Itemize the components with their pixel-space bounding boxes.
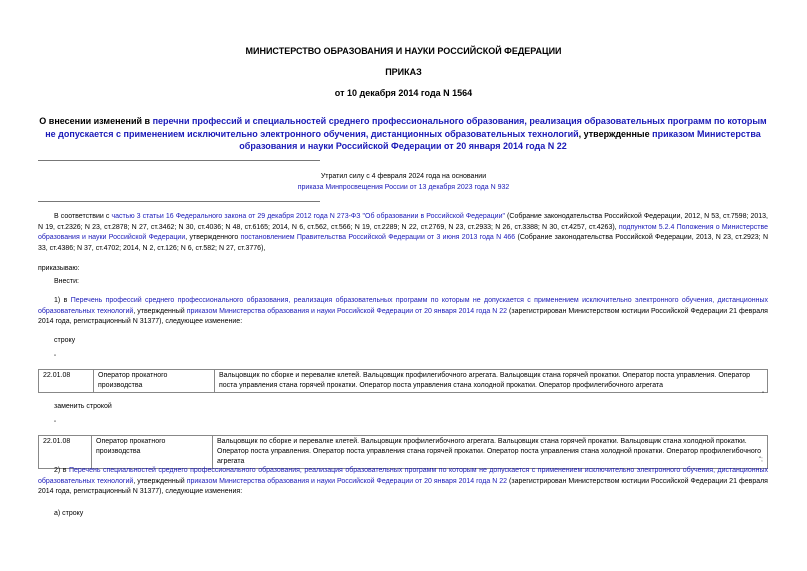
item-1-link-order[interactable]: приказом Министерства образования и науки Российской Федерации от 20 января 2014 года N 22 bbox=[186, 307, 508, 315]
new-desc-cell: Вальцовщик по сборке и перевалке клетей. Вальцовщик профилегибочного агрегата. Вальцовщик стана горячей прокатки. Вальцовщик стана холодной прокатки. Оператор поста управления. Оператор поста управления стана горячей прокатки. Оператор поста управления стана холодной прокатки. Оператор профилегибочного агрегата bbox=[213, 436, 768, 469]
status-note-text: Утратил силу с 4 февраля 2024 года на основании bbox=[320, 173, 487, 180]
preamble-text-3: , утвержденного bbox=[185, 234, 241, 241]
item-1-paragraph bbox=[38, 296, 768, 328]
page-title bbox=[38, 115, 768, 153]
order-word: приказываю: bbox=[38, 265, 80, 272]
new-name-cell: Оператор прокатного производства bbox=[92, 436, 213, 469]
title-link-order-22[interactable]: приказом Министерства образования и науки Российской Федерации от 20 января 2014 года N 22 bbox=[239, 128, 761, 151]
item-2-text-3: (зарегистрирован Министерством юстиции Российской Федерации 21 февраля 2014 года, регистрационный N 31377), следующие изменения: bbox=[38, 477, 768, 495]
row-word: строку bbox=[54, 337, 76, 344]
preamble-text-2: (Собрание законодательства Российской Федерации, 2012, N 53, ст.7598; 2013, N 19, ст.2326; N 23, ст.2878; N 27, ст.3462; N 30, ст.4036; N 48, ст.6165; 2014, N 6, ст.562, ст.566; N 19, ст.2289; N 22, ст.2769, N 23, ст.2933; N 26, ст.3388; N 30, ст.4257, ст.4263), bbox=[38, 213, 768, 231]
item-1-text-3: (зарегистрирован Министерством юстиции Российской Федерации 21 февраля 2014 года, регистрационный N 31377), следующее изменение: bbox=[38, 307, 768, 325]
preamble-link-resolution[interactable]: постановлением Правительства Российской Федерации от 3 июня 2013 года N 466 bbox=[240, 234, 516, 241]
preamble-paragraph bbox=[38, 212, 768, 254]
divider-top bbox=[38, 160, 320, 161]
item-2-text-2: , утвержденный bbox=[133, 477, 187, 485]
item-2-paragraph bbox=[38, 466, 768, 498]
doc-type-heading: ПРИКАЗ bbox=[385, 67, 422, 77]
date-number-heading: от 10 декабря 2014 года N 1564 bbox=[334, 88, 473, 98]
divider-bottom bbox=[38, 201, 320, 202]
item-1-text-1: 1) в bbox=[54, 297, 71, 304]
item-2-link-order[interactable]: приказом Министерства образования и науки Российской Федерации от 20 января 2014 года N 22 bbox=[186, 477, 508, 485]
sub-item-a: а) строку bbox=[54, 510, 84, 517]
preamble-link-regulation[interactable]: подпунктом 5.2.4 Положения о Министерстве образования и науки Российской Федерации bbox=[38, 223, 768, 241]
preamble-text-4: (Собрание законодательства Российской Федерации, 2013, N 23, ст.2923; N 33, ст.4386; N 37, ст.4702; 2014, N 2, ст.126; N 6, ст.582; N 27, ст.3776), bbox=[38, 234, 768, 252]
table-row bbox=[39, 370, 768, 393]
enact-word: Внести: bbox=[54, 278, 79, 285]
old-name-cell: Оператор прокатного производства bbox=[94, 370, 215, 393]
table-row bbox=[39, 436, 768, 469]
close-quote-2: "; bbox=[759, 457, 763, 463]
item-1-link-list[interactable]: Перечень профессий среднего профессионального образования, реализация образовательных программ по которым не допускается с применением исключительно электронного обучения, дистанционных образовательных технологий bbox=[38, 297, 768, 315]
open-quote-2: " bbox=[54, 421, 57, 427]
ministry-heading: МИНИСТЕРСТВО ОБРАЗОВАНИЯ И НАУКИ РОССИЙСКОЙ ФЕДЕРАЦИИ bbox=[245, 46, 562, 56]
preamble-text-1: В соответствии с bbox=[54, 213, 112, 220]
new-code-cell: 22.01.08 bbox=[39, 436, 92, 469]
item-2-link-list[interactable]: Перечень специальностей среднего профессионального образования, реализация образовательных программ по которым не допускается с применением исключительно электронного обучения, дистанционных образовательных технологий bbox=[38, 467, 768, 485]
open-quote-1: " bbox=[54, 355, 57, 361]
table-new-row bbox=[38, 435, 768, 469]
preamble-link-law[interactable]: частью 3 статьи 16 Федерального закона от 29 декабря 2012 года N 273-ФЗ "Об образовании в Российской Федерации" bbox=[111, 213, 505, 220]
item-2-text-1: 2) в bbox=[54, 467, 69, 474]
status-note bbox=[0, 171, 807, 193]
title-link-lists[interactable]: перечни профессий и специальностей среднего профессионального образования, реализация образовательных программ по которым не допускается с применением исключительно электронного обучения, дистанционных образовательных технологий bbox=[45, 116, 767, 139]
status-note-link[interactable]: приказа Минпросвещения России от 13 декабря 2023 года N 932 bbox=[297, 184, 510, 191]
title-text-2: , утвержденные bbox=[578, 128, 653, 139]
item-1-text-2: , утвержденный bbox=[133, 307, 187, 315]
table-old-row bbox=[38, 369, 768, 393]
title-text-1: О внесении изменений в bbox=[39, 116, 153, 126]
old-code-cell: 22.01.08 bbox=[39, 370, 94, 393]
replace-text: заменить строкой bbox=[54, 403, 112, 410]
close-quote-1: " bbox=[762, 392, 765, 398]
old-desc-cell: Вальцовщик по сборке и перевалке клетей. Вальцовщик профилегибочного агрегата. Вальцовщик стана горячей прокатки. Оператор поста управления. Оператор поста управления стана горячей прокатки. Оператор поста управления стана холодной прокатки. Оператор профилегибочного агрегата bbox=[215, 370, 768, 393]
